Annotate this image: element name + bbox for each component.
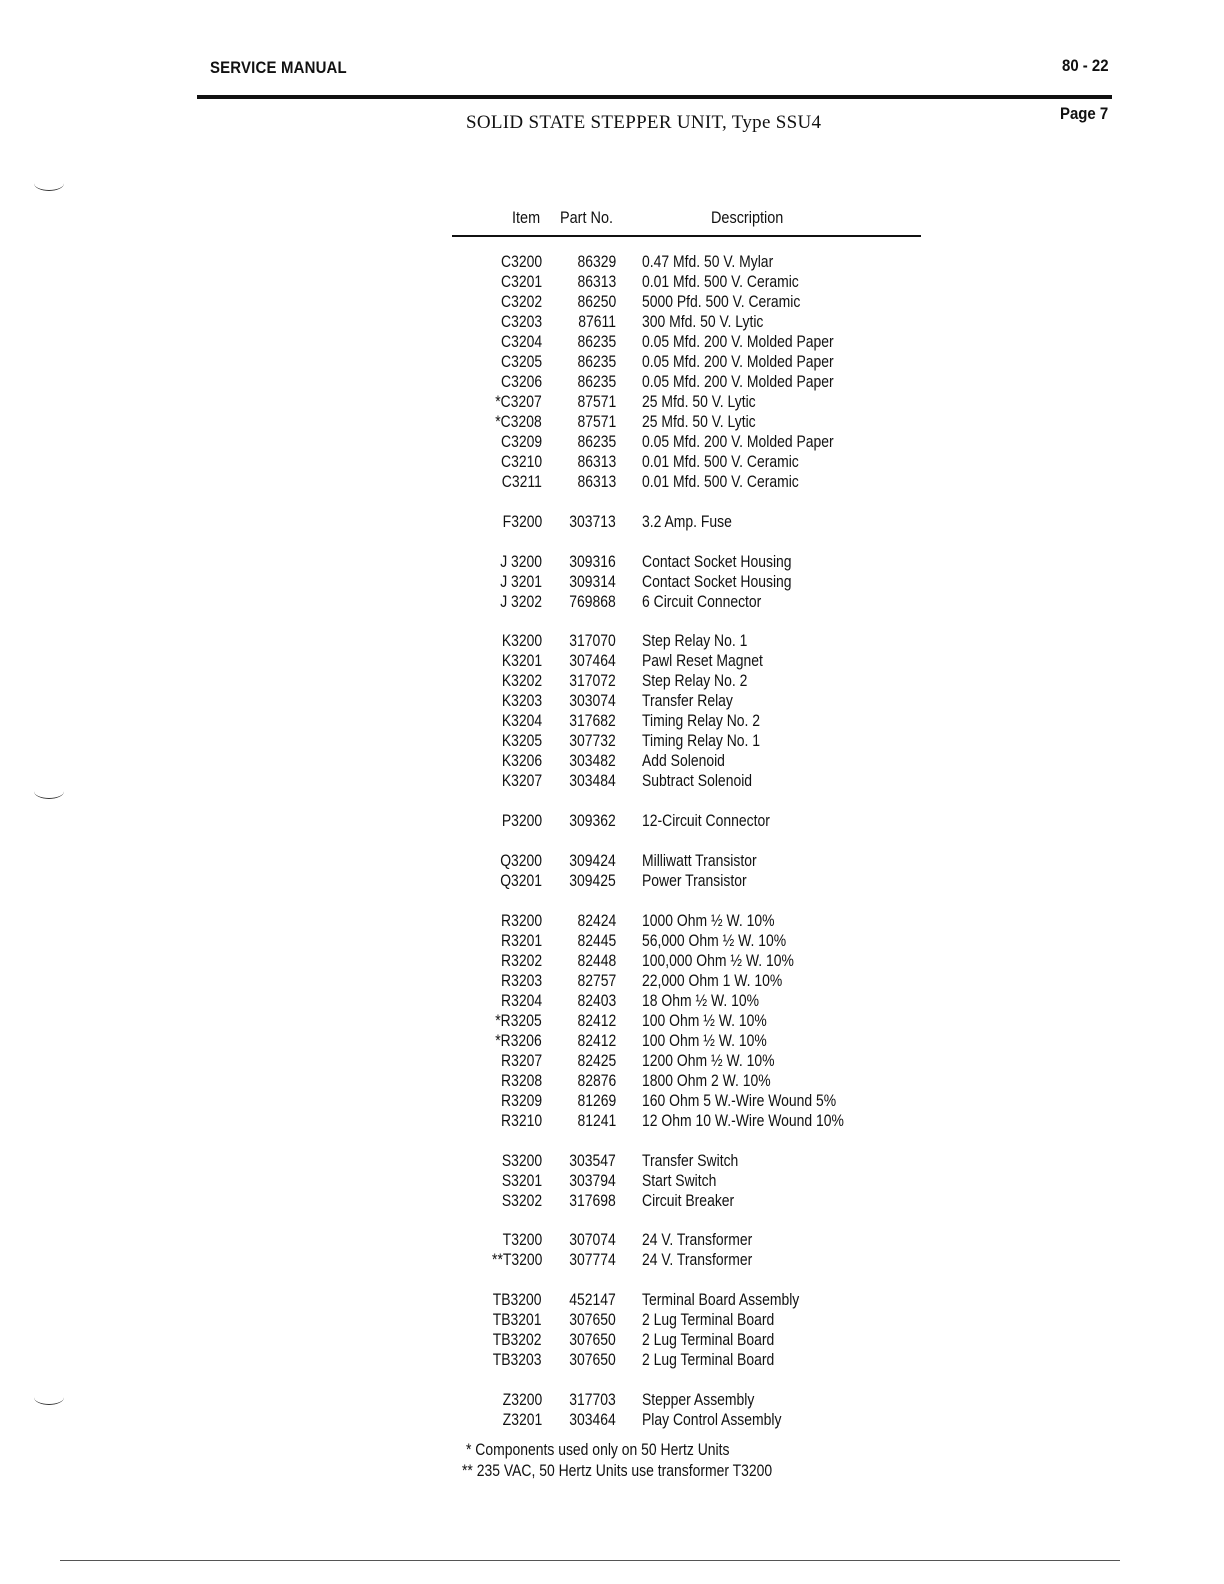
part-number-cell: 303547 bbox=[569, 1150, 616, 1170]
table-row bbox=[452, 811, 912, 831]
part-number-cell: 309316 bbox=[569, 551, 616, 571]
part-number-cell: 307732 bbox=[569, 731, 616, 751]
description-cell: 1200 Ohm ½ W. 10% bbox=[642, 1050, 775, 1070]
table-row bbox=[452, 372, 912, 392]
part-group bbox=[452, 851, 912, 891]
description-cell: 12 Ohm 10 W.-Wire Wound 10% bbox=[642, 1110, 844, 1130]
part-group bbox=[452, 512, 912, 532]
table-row bbox=[452, 1171, 912, 1191]
item-cell: *C3208 bbox=[495, 412, 542, 431]
description-cell: Step Relay No. 1 bbox=[642, 631, 748, 651]
description-cell: 6 Circuit Connector bbox=[642, 591, 762, 611]
item-cell: R3200 bbox=[500, 910, 542, 930]
table-row bbox=[452, 1111, 912, 1131]
binder-hole-mark bbox=[34, 1390, 64, 1405]
part-number-cell: 81269 bbox=[577, 1090, 616, 1110]
description-cell: 160 Ohm 5 W.-Wire Wound 5% bbox=[642, 1090, 837, 1110]
part-number-cell: 86235 bbox=[577, 372, 616, 391]
table-row bbox=[452, 911, 912, 931]
part-number-cell: 86313 bbox=[577, 452, 616, 471]
item-cell: F3200 bbox=[502, 511, 542, 531]
description-cell: 0.05 Mfd. 200 V. Molded Paper bbox=[642, 352, 834, 371]
table-row bbox=[452, 392, 912, 412]
part-group bbox=[452, 811, 912, 831]
item-cell: T3200 bbox=[502, 1230, 542, 1250]
column-header-description: Description bbox=[711, 208, 784, 227]
description-cell: 3.2 Amp. Fuse bbox=[642, 511, 732, 531]
description-cell: 24 V. Transformer bbox=[642, 1250, 753, 1270]
description-cell: 0.05 Mfd. 200 V. Molded Paper bbox=[642, 332, 834, 351]
item-cell: C3204 bbox=[500, 332, 542, 351]
description-cell: 100 Ohm ½ W. 10% bbox=[642, 1030, 767, 1050]
description-cell: 100,000 Ohm ½ W. 10% bbox=[642, 950, 794, 970]
item-cell: S3200 bbox=[501, 1150, 542, 1170]
item-cell: K3207 bbox=[501, 771, 542, 791]
item-cell: *C3207 bbox=[495, 392, 542, 411]
item-cell: R3204 bbox=[500, 990, 542, 1010]
item-cell: C3211 bbox=[501, 472, 542, 491]
part-number-cell: 82403 bbox=[577, 990, 616, 1010]
table-row bbox=[452, 1091, 912, 1111]
description-cell: 25 Mfd. 50 V. Lytic bbox=[642, 412, 756, 431]
item-cell: C3203 bbox=[500, 312, 542, 331]
table-row bbox=[452, 631, 912, 651]
footnote-double-star: ** 235 VAC, 50 Hertz Units use transformer T3200 bbox=[462, 1461, 773, 1480]
item-cell: K3204 bbox=[501, 711, 542, 731]
item-cell: Q3201 bbox=[500, 870, 542, 890]
binder-hole-mark bbox=[34, 176, 64, 191]
item-cell: *R3206 bbox=[495, 1030, 542, 1050]
part-number-cell: 87571 bbox=[577, 392, 616, 411]
description-cell: Timing Relay No. 2 bbox=[642, 711, 761, 731]
item-cell: R3202 bbox=[500, 950, 542, 970]
description-cell: Pawl Reset Magnet bbox=[642, 651, 763, 671]
item-cell: R3209 bbox=[500, 1090, 542, 1110]
part-number-cell: 86313 bbox=[577, 472, 616, 491]
item-cell: C3206 bbox=[500, 372, 542, 391]
table-row bbox=[452, 1410, 912, 1430]
description-cell: Step Relay No. 2 bbox=[642, 671, 748, 691]
item-cell: TB3200 bbox=[493, 1290, 542, 1310]
part-number-cell: 303464 bbox=[569, 1409, 616, 1429]
description-cell: 2 Lug Terminal Board bbox=[642, 1330, 775, 1350]
description-cell: Timing Relay No. 1 bbox=[642, 731, 761, 751]
item-cell: R3207 bbox=[500, 1050, 542, 1070]
table-row bbox=[452, 1390, 912, 1410]
part-number-cell: 307074 bbox=[569, 1230, 616, 1250]
table-row bbox=[452, 1250, 912, 1270]
description-cell: 300 Mfd. 50 V. Lytic bbox=[642, 312, 764, 331]
part-number-cell: 317070 bbox=[569, 631, 616, 651]
table-row bbox=[452, 871, 912, 891]
item-cell: C3202 bbox=[500, 292, 542, 311]
table-row bbox=[452, 731, 912, 751]
description-cell: 24 V. Transformer bbox=[642, 1230, 753, 1250]
item-cell: K3203 bbox=[501, 691, 542, 711]
description-cell: 0.05 Mfd. 200 V. Molded Paper bbox=[642, 372, 834, 391]
item-cell: C3209 bbox=[500, 432, 542, 451]
description-cell: 25 Mfd. 50 V. Lytic bbox=[642, 392, 756, 411]
part-number-cell: 309424 bbox=[569, 850, 616, 870]
table-row bbox=[452, 671, 912, 691]
description-cell: 0.01 Mfd. 500 V. Ceramic bbox=[642, 272, 799, 291]
part-number-cell: 307464 bbox=[569, 651, 616, 671]
bottom-rule bbox=[60, 1560, 1120, 1561]
table-row bbox=[452, 252, 912, 272]
table-row bbox=[452, 292, 912, 312]
table-row bbox=[452, 412, 912, 432]
part-group bbox=[452, 1390, 912, 1430]
description-cell: 56,000 Ohm ½ W. 10% bbox=[642, 930, 787, 950]
column-header-part: Part No. bbox=[560, 208, 614, 227]
description-cell: Terminal Board Assembly bbox=[642, 1290, 800, 1310]
part-number-cell: 317698 bbox=[569, 1190, 616, 1210]
part-number-cell: 309314 bbox=[569, 571, 616, 591]
item-cell: **T3200 bbox=[491, 1250, 542, 1270]
item-cell: J 3201 bbox=[500, 571, 542, 591]
table-row bbox=[452, 1031, 912, 1051]
description-cell: 100 Ohm ½ W. 10% bbox=[642, 1010, 767, 1030]
item-cell: C3210 bbox=[500, 452, 542, 471]
table-row bbox=[452, 272, 912, 292]
table-row bbox=[452, 452, 912, 472]
table-row bbox=[452, 931, 912, 951]
item-cell: TB3201 bbox=[493, 1310, 542, 1330]
part-number-cell: 82425 bbox=[577, 1050, 616, 1070]
part-group bbox=[452, 911, 912, 1131]
page-title: SOLID STATE STEPPER UNIT, Type SSU4 bbox=[466, 112, 822, 133]
footnote-single-star: * Components used only on 50 Hertz Units bbox=[466, 1440, 730, 1459]
header-left: SERVICE MANUAL bbox=[210, 58, 347, 77]
item-cell: R3210 bbox=[500, 1110, 542, 1130]
parts-list bbox=[452, 252, 912, 1450]
column-header-rule bbox=[452, 235, 921, 237]
part-number-cell: 86235 bbox=[577, 432, 616, 451]
part-number-cell: 87571 bbox=[577, 412, 616, 431]
table-row bbox=[452, 1071, 912, 1091]
table-row bbox=[452, 1350, 912, 1370]
part-number-cell: 82412 bbox=[577, 1030, 616, 1050]
part-number-cell: 307650 bbox=[569, 1350, 616, 1370]
part-group bbox=[452, 1290, 912, 1370]
part-number-cell: 317072 bbox=[569, 671, 616, 691]
item-cell: P3200 bbox=[501, 811, 542, 831]
item-cell: S3202 bbox=[501, 1190, 542, 1210]
part-number-cell: 82448 bbox=[577, 950, 616, 970]
item-cell: K3201 bbox=[501, 651, 542, 671]
part-number-cell: 82412 bbox=[577, 1010, 616, 1030]
table-row bbox=[452, 1011, 912, 1031]
description-cell: Transfer Switch bbox=[642, 1150, 739, 1170]
part-number-cell: 317682 bbox=[569, 711, 616, 731]
description-cell: 0.05 Mfd. 200 V. Molded Paper bbox=[642, 432, 834, 451]
part-number-cell: 303484 bbox=[569, 771, 616, 791]
table-row bbox=[452, 352, 912, 372]
header-doc-number: 80 - 22 bbox=[1062, 56, 1109, 75]
description-cell: 5000 Pfd. 500 V. Ceramic bbox=[642, 292, 801, 311]
part-group bbox=[452, 1151, 912, 1211]
description-cell: 22,000 Ohm 1 W. 10% bbox=[642, 970, 783, 990]
part-group bbox=[452, 1230, 912, 1270]
description-cell: 0.01 Mfd. 500 V. Ceramic bbox=[642, 472, 799, 491]
item-cell: Z3200 bbox=[502, 1389, 542, 1409]
table-row bbox=[452, 1330, 912, 1350]
part-number-cell: 309425 bbox=[569, 870, 616, 890]
table-row bbox=[452, 552, 912, 572]
table-row bbox=[452, 592, 912, 612]
description-cell: Milliwatt Transistor bbox=[642, 850, 757, 870]
part-number-cell: 307774 bbox=[569, 1250, 616, 1270]
part-number-cell: 307650 bbox=[569, 1330, 616, 1350]
table-row bbox=[452, 951, 912, 971]
table-row bbox=[452, 691, 912, 711]
description-cell: Transfer Relay bbox=[642, 691, 733, 711]
header-rule bbox=[197, 95, 1112, 99]
table-row bbox=[452, 711, 912, 731]
table-row bbox=[452, 572, 912, 592]
table-row bbox=[452, 432, 912, 452]
description-cell: Play Control Assembly bbox=[642, 1409, 782, 1429]
part-number-cell: 303713 bbox=[569, 511, 616, 531]
part-number-cell: 86329 bbox=[577, 252, 616, 271]
part-number-cell: 86250 bbox=[577, 292, 616, 311]
page-number: Page 7 bbox=[1060, 104, 1109, 123]
table-row bbox=[452, 472, 912, 492]
table-row bbox=[452, 771, 912, 791]
part-number-cell: 82445 bbox=[577, 930, 616, 950]
binder-hole-mark bbox=[34, 784, 64, 799]
item-cell: C3205 bbox=[500, 352, 542, 371]
part-group bbox=[452, 252, 912, 492]
item-cell: K3205 bbox=[501, 731, 542, 751]
part-group bbox=[452, 631, 912, 791]
description-cell: 2 Lug Terminal Board bbox=[642, 1350, 775, 1370]
description-cell: 0.47 Mfd. 50 V. Mylar bbox=[642, 252, 774, 271]
item-cell: C3200 bbox=[500, 252, 542, 271]
part-number-cell: 82757 bbox=[577, 970, 616, 990]
description-cell: 0.01 Mfd. 500 V. Ceramic bbox=[642, 452, 799, 471]
table-row bbox=[452, 1230, 912, 1250]
item-cell: TB3203 bbox=[493, 1350, 542, 1370]
table-row bbox=[452, 512, 912, 532]
part-number-cell: 86235 bbox=[577, 352, 616, 371]
part-number-cell: 87611 bbox=[578, 312, 616, 331]
table-row bbox=[452, 1290, 912, 1310]
column-header-item: Item bbox=[512, 208, 541, 227]
part-group bbox=[452, 552, 912, 612]
description-cell: Subtract Solenoid bbox=[642, 771, 753, 791]
item-cell: C3201 bbox=[500, 272, 542, 291]
item-cell: R3208 bbox=[500, 1070, 542, 1090]
part-number-cell: 769868 bbox=[569, 591, 616, 611]
table-row bbox=[452, 991, 912, 1011]
table-row bbox=[452, 971, 912, 991]
item-cell: J 3200 bbox=[500, 551, 542, 571]
table-row bbox=[452, 332, 912, 352]
table-row bbox=[452, 851, 912, 871]
item-cell: S3201 bbox=[501, 1170, 542, 1190]
part-number-cell: 317703 bbox=[569, 1389, 616, 1409]
table-row bbox=[452, 751, 912, 771]
item-cell: R3201 bbox=[500, 930, 542, 950]
item-cell: K3202 bbox=[501, 671, 542, 691]
item-cell: Q3200 bbox=[500, 850, 542, 870]
table-row bbox=[452, 1151, 912, 1171]
description-cell: Contact Socket Housing bbox=[642, 571, 792, 591]
description-cell: 2 Lug Terminal Board bbox=[642, 1310, 775, 1330]
part-number-cell: 307650 bbox=[569, 1310, 616, 1330]
part-number-cell: 303482 bbox=[569, 751, 616, 771]
description-cell: 1800 Ohm 2 W. 10% bbox=[642, 1070, 771, 1090]
description-cell: 12-Circuit Connector bbox=[642, 811, 770, 831]
description-cell: 1000 Ohm ½ W. 10% bbox=[642, 910, 775, 930]
part-number-cell: 82424 bbox=[577, 910, 616, 930]
part-number-cell: 81241 bbox=[577, 1110, 616, 1130]
table-row bbox=[452, 1051, 912, 1071]
table-row bbox=[452, 1191, 912, 1211]
description-cell: Start Switch bbox=[642, 1170, 717, 1190]
description-cell: Add Solenoid bbox=[642, 751, 725, 771]
part-number-cell: 452147 bbox=[569, 1290, 616, 1310]
part-number-cell: 86235 bbox=[577, 332, 616, 351]
description-cell: 18 Ohm ½ W. 10% bbox=[642, 990, 760, 1010]
part-number-cell: 82876 bbox=[577, 1070, 616, 1090]
table-row bbox=[452, 312, 912, 332]
part-number-cell: 309362 bbox=[569, 811, 616, 831]
table-row bbox=[452, 1310, 912, 1330]
item-cell: Z3201 bbox=[502, 1409, 542, 1429]
description-cell: Circuit Breaker bbox=[642, 1190, 735, 1210]
description-cell: Power Transistor bbox=[642, 870, 747, 890]
description-cell: Contact Socket Housing bbox=[642, 551, 792, 571]
description-cell: Stepper Assembly bbox=[642, 1389, 755, 1409]
item-cell: K3206 bbox=[501, 751, 542, 771]
item-cell: R3203 bbox=[500, 970, 542, 990]
part-number-cell: 303074 bbox=[569, 691, 616, 711]
item-cell: TB3202 bbox=[493, 1330, 542, 1350]
item-cell: J 3202 bbox=[500, 591, 542, 611]
item-cell: *R3205 bbox=[495, 1010, 542, 1030]
part-number-cell: 303794 bbox=[569, 1170, 616, 1190]
table-row bbox=[452, 651, 912, 671]
part-number-cell: 86313 bbox=[577, 272, 616, 291]
item-cell: K3200 bbox=[501, 631, 542, 651]
